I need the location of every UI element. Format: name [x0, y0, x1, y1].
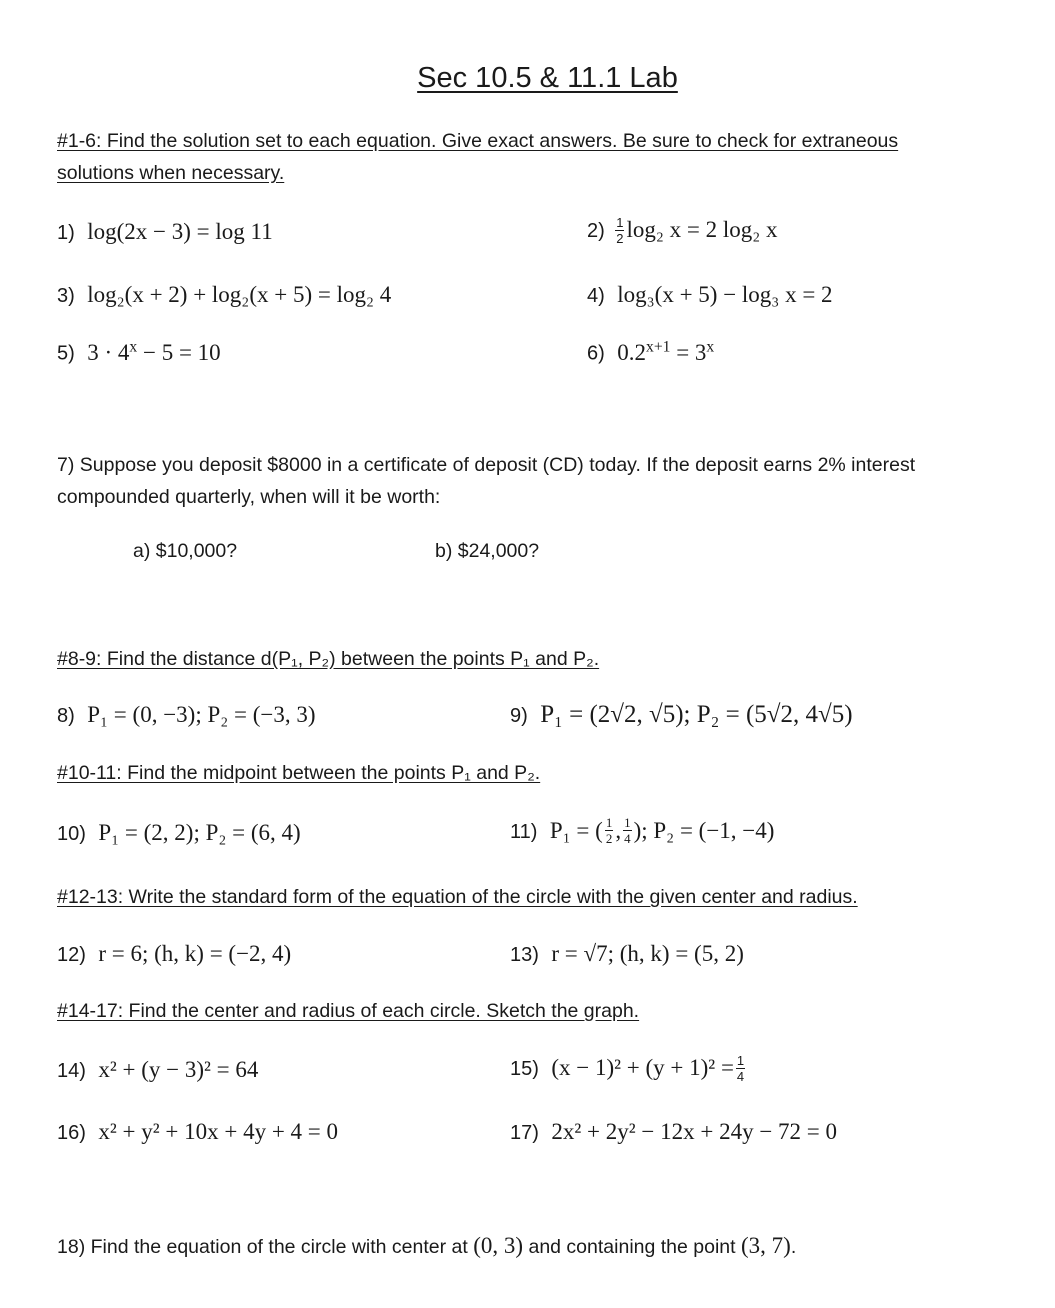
section4-directions: #12-13: Write the standard form of the equation of the circle with the given center and radius. — [57, 886, 858, 908]
problem-7-line2: compounded quarterly, when will it be worth: — [57, 486, 441, 508]
problem-2-equation: log₂ x = 2 log₂ x — [626, 217, 778, 242]
problem-16 — [57, 1119, 338, 1145]
section3-directions: #10-11: Find the midpoint between the points P₁ and P₂. — [57, 762, 541, 784]
problem-4-equation: log₃(x + 5) − log₃ x = 2 — [617, 282, 833, 307]
problem-9-number: 9) — [510, 705, 528, 727]
problem-10-number: 10) — [57, 823, 86, 845]
problem-17-equation: 2x² + 2y² − 12x + 24y − 72 = 0 — [551, 1119, 838, 1144]
problem-12 — [57, 941, 291, 967]
problem-12-equation: r = 6; (h, k) = (−2, 4) — [98, 941, 292, 966]
problem-2-number: 2) — [587, 220, 605, 242]
problem-6-equation: $0.2^{x+1} = 3^x$ — [617, 338, 715, 365]
problem-14-number: 14) — [57, 1060, 86, 1082]
problem-18 — [57, 1233, 796, 1259]
problem-18-end: . — [790, 1236, 797, 1258]
problem-11 — [510, 815, 775, 847]
problem-7-line1: 7) Suppose you deposit $8000 in a certificate of deposit (CD) today. If the deposit earns 2% interest — [57, 454, 916, 476]
problem-4 — [587, 282, 833, 308]
problem-13-equation: r = √7; (h, k) = (5, 2) — [551, 941, 744, 966]
problem-9 — [510, 701, 853, 729]
problem-6-number: 6) — [587, 342, 605, 365]
problem-5-number: 5) — [57, 342, 75, 365]
section5-directions: #14-17: Find the center and radius of each circle. Sketch the graph. — [57, 1000, 640, 1022]
problem-18-text1: 18) Find the equation of the circle with center at — [57, 1236, 474, 1258]
section1-directions-line2: solutions when necessary. — [57, 162, 285, 184]
problem-11-fraction-1: $\frac{1}{2}$ — [605, 815, 613, 847]
problem-8 — [57, 702, 316, 728]
problem-3-number: 3) — [57, 285, 75, 307]
problem-11-number: 11) — [510, 821, 538, 843]
page-title: Sec 10.5 & 11.1 Lab — [417, 62, 678, 94]
problem-17 — [510, 1119, 837, 1145]
problem-14-equation: x² + (y − 3)² = 64 — [98, 1057, 259, 1082]
problem-16-number: 16) — [57, 1122, 86, 1144]
problem-8-number: 8) — [57, 705, 75, 727]
problem-13-number: 13) — [510, 944, 539, 966]
problem-10 — [57, 820, 301, 846]
problem-18-point: (3, 7) — [740, 1233, 791, 1258]
problem-15-number: 15) — [510, 1058, 539, 1080]
problem-11-fraction-2: $\frac{1}{4}$ — [624, 815, 631, 847]
problem-18-text2: and containing the point — [523, 1236, 741, 1258]
problem-5 — [57, 338, 221, 366]
problem-16-equation: x² + y² + 10x + 4y + 4 = 0 — [98, 1119, 339, 1144]
problem-1-number: 1) — [57, 222, 75, 244]
problem-7b: b) $24,000? — [435, 540, 540, 562]
problem-11-equation: P₁ = ( $\frac{1}{2}$ , $\frac{1}{4}$ ); P₂ = (−1, −4) — [549, 815, 775, 847]
problem-2-fraction: $\frac{1}{2}$ — [616, 215, 624, 247]
problem-12-number: 12) — [57, 944, 86, 966]
problem-8-equation: P₁ = (0, −3); P₂ = (−3, 3) — [87, 702, 316, 727]
problem-1-equation: log(2x − 3) = log 11 — [87, 219, 273, 244]
problem-15 — [510, 1055, 747, 1085]
problem-3-equation: log₂(x + 2) + log₂(x + 5) = log₂ 4 — [87, 282, 392, 307]
problem-2 — [587, 217, 778, 247]
section2-directions: #8-9: Find the distance d(P₁, P₂) between the points P₁ and P₂. — [57, 648, 600, 670]
problem-9-equation: P₁ = (2√2, √5); P₂ = (5√2, 4√5) — [540, 701, 853, 728]
problem-10-equation: P₁ = (2, 2); P₂ = (6, 4) — [98, 820, 301, 845]
problem-18-center: (0, 3) — [473, 1233, 524, 1258]
problem-3 — [57, 282, 391, 308]
section1-directions-line1: #1-6: Find the solution set to each equation. Give exact answers. Be sure to check for extraneous — [57, 130, 899, 152]
problem-1 — [57, 219, 273, 245]
problem-5-equation: $3 \cdot 4^x - 5 = 10$ — [87, 338, 221, 365]
problem-7a: a) $10,000? — [133, 540, 238, 562]
problem-15-fraction: $\frac{1}{4}$ — [736, 1053, 745, 1085]
problem-15-equation: (x − 1)² + (y + 1)² = — [551, 1055, 734, 1080]
problem-13 — [510, 941, 744, 967]
problem-14 — [57, 1057, 258, 1083]
problem-17-number: 17) — [510, 1122, 539, 1144]
problem-6 — [587, 338, 714, 366]
problem-4-number: 4) — [587, 285, 605, 307]
